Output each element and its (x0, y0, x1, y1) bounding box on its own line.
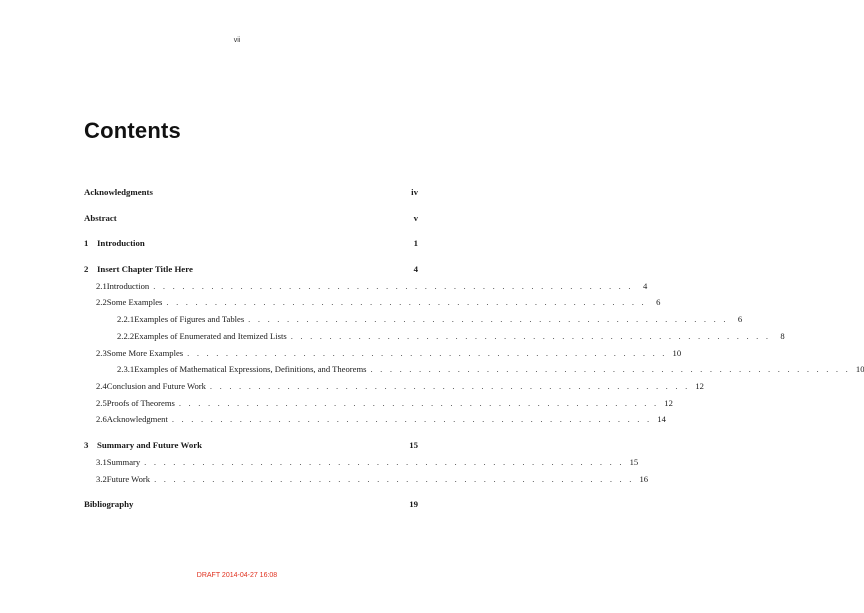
toc-entry-page: 19 (409, 499, 418, 509)
toc-entry-page: 8 (780, 331, 785, 341)
toc-entry-page: 15 (409, 440, 418, 450)
toc-entry-title: Some More Examples (106, 348, 184, 358)
toc-entry-page: iv (411, 187, 418, 197)
dot-leader: . . . . . . . . . . . . . . . . . . . . . . . . . . . . . . . . . . . . . . . . . . . . . . . . . . (209, 381, 690, 391)
toc-entry-bibliography[interactable] (84, 499, 418, 509)
toc-entry-title: Introduction (106, 281, 150, 291)
toc-entry-acknowledgments[interactable] (84, 187, 418, 197)
toc-entry-title: Insert Chapter Title Here (97, 264, 193, 274)
toc-entry-title: Examples of Mathematical Expressions, Definitions, and Theorems (134, 364, 367, 374)
dot-leader: . . . . . . . . . . . . . . . . . . . . . . . . . . . . . . . . . . . . . . . . . . . . . . . . . . (154, 474, 635, 484)
toc-entry-number: 3 (84, 440, 89, 450)
toc-entry-page: 10 (672, 348, 682, 358)
toc-entry-number: 2.2.1 (117, 314, 135, 324)
toc-entry-number: 2.5 (96, 398, 107, 408)
draft-stamp: DRAFT 2014-04-27 16:08 (196, 572, 278, 579)
toc-entry-number: 2 (84, 264, 89, 274)
toc-entry-chapter-2[interactable] (84, 264, 418, 274)
toc-entry-section-2-5[interactable] (96, 398, 673, 408)
page-title: Contents (84, 118, 181, 143)
toc-entry-page: 10 (855, 364, 864, 374)
toc-entry-chapter-3[interactable] (84, 440, 418, 450)
toc-entry-title: Conclusion and Future Work (106, 381, 206, 391)
toc-entry-number: 2.4 (96, 381, 107, 391)
toc-entry-title: Summary and Future Work (97, 440, 203, 450)
toc-entry-section-3-2[interactable] (96, 474, 649, 484)
dot-leader: . . . . . . . . . . . . . . . . . . . . . . . . . . . . . . . . . . . . . . . . . . . . . . . . . . (144, 457, 625, 467)
toc-entry-chapter-1[interactable] (84, 238, 418, 248)
toc-entry-title: Bibliography (84, 499, 134, 509)
dot-leader: . . . . . . . . . . . . . . . . . . . . . . . . . . . . . . . . . . . . . . . . . . . . . . . . . . (248, 314, 729, 324)
toc-entry-section-2-3[interactable] (96, 348, 682, 358)
toc-entry-page: 12 (664, 398, 673, 408)
toc-entry-page: 6 (737, 314, 743, 324)
toc-entry-title: Examples of Enumerated and Itemized Lists (134, 331, 287, 341)
dot-leader: . . . . . . . . . . . . . . . . . . . . . . . . . . . . . . . . . . . . . . . . . . . . . . . . . . (187, 348, 668, 358)
toc-entry-page: 14 (657, 414, 666, 424)
page-number: vii (233, 37, 241, 44)
toc-entry-title: Abstract (84, 213, 117, 223)
toc-entry-title: Proofs of Theorems (106, 398, 175, 408)
toc-entry-page: 4 (413, 264, 418, 274)
toc-entry-title: Some Examples (106, 297, 163, 307)
toc-entry-page: 15 (629, 457, 639, 467)
toc-entry-title: Examples of Figures and Tables (134, 314, 245, 324)
toc-entry-title: Acknowledgments (84, 187, 153, 197)
toc-entry-title: Acknowledgment (106, 414, 168, 424)
toc-entry-section-2-1[interactable] (96, 281, 648, 291)
toc-entry-number: 2.3.1 (117, 364, 135, 374)
toc-entry-page: 6 (656, 297, 661, 307)
toc-entry-number: 1 (84, 238, 89, 248)
toc-entry-number: 2.2 (96, 297, 107, 307)
toc-entry-number: 2.2.2 (117, 331, 135, 341)
toc-entry-title: Introduction (97, 238, 145, 248)
toc-entry-page: 1 (413, 238, 418, 248)
toc-entry-section-2-2[interactable] (96, 297, 661, 307)
dot-leader: . . . . . . . . . . . . . . . . . . . . . . . . . . . . . . . . . . . . . . . . . . . . . . . . . . (370, 364, 851, 374)
toc-entry-number: 2.3 (96, 348, 107, 358)
toc-entry-number: 3.1 (96, 457, 107, 467)
toc-entry-page: 4 (642, 281, 648, 291)
dot-leader: . . . . . . . . . . . . . . . . . . . . . . . . . . . . . . . . . . . . . . . . . . . . . . . . . . (171, 414, 652, 424)
toc-entry-section-2-4[interactable] (96, 381, 704, 391)
toc-entry-section-2-6[interactable] (96, 414, 666, 424)
dot-leader: . . . . . . . . . . . . . . . . . . . . . . . . . . . . . . . . . . . . . . . . . . . . . . . . . . (290, 331, 771, 341)
dot-leader: . . . . . . . . . . . . . . . . . . . . . . . . . . . . . . . . . . . . . . . . . . . . . . . . . . (166, 297, 647, 307)
toc-entry-subsection-2-3-1[interactable] (117, 364, 864, 374)
toc-entry-page: v (413, 213, 418, 223)
dot-leader: . . . . . . . . . . . . . . . . . . . . . . . . . . . . . . . . . . . . . . . . . . . . . . . . . . (153, 281, 634, 291)
toc-entry-abstract[interactable] (84, 213, 418, 223)
toc-entry-section-3-1[interactable] (96, 457, 639, 467)
toc-entry-page: 16 (639, 474, 649, 484)
toc-entry-title: Summary (106, 457, 141, 467)
toc-entry-number: 2.1 (96, 281, 107, 291)
toc-entry-number: 2.6 (96, 414, 107, 424)
toc-entry-title: Future Work (106, 474, 151, 484)
toc-entry-subsection-2-2-1[interactable] (117, 314, 743, 324)
dot-leader: . . . . . . . . . . . . . . . . . . . . . . . . . . . . . . . . . . . . . . . . . . . . . . . . . . (178, 398, 659, 408)
toc-entry-page: 12 (695, 381, 704, 391)
toc-entry-number: 3.2 (96, 474, 107, 484)
toc-entry-subsection-2-2-2[interactable] (117, 331, 785, 341)
